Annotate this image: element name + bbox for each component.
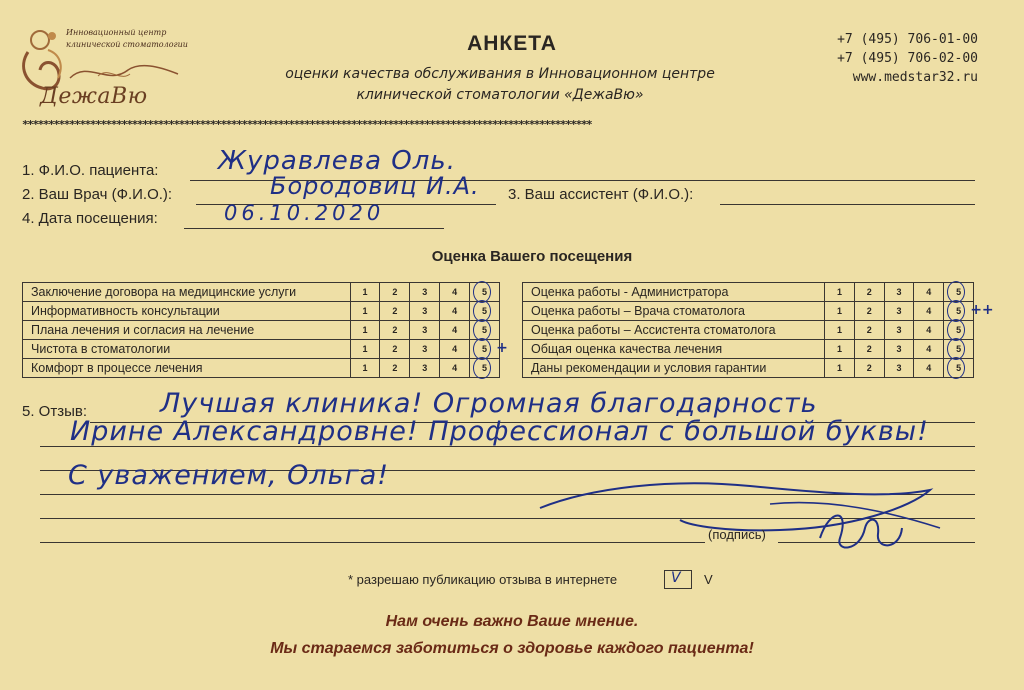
assistant-label: 3. Ваш ассистент (Ф.И.О.): [508, 186, 694, 203]
rating-score-5[interactable]: 5 [944, 283, 974, 302]
rating-score-4[interactable]: 4 [914, 340, 944, 359]
rating-score-2[interactable]: 2 [380, 283, 410, 302]
rating-score-4[interactable]: 4 [914, 321, 944, 340]
rating-score-2[interactable]: 2 [380, 321, 410, 340]
review-line-text-3[interactable]: С уважением, Ольга! [68, 460, 390, 491]
rating-score-5[interactable]: 5 [944, 359, 974, 378]
consent-checkbox[interactable] [664, 570, 692, 589]
rating-extra-mark: ++ [970, 302, 994, 318]
star-divider: ************************************************************************************************************* [22, 118, 592, 131]
rating-score-5[interactable]: 5 + [470, 340, 500, 359]
rating-score-4[interactable]: 4 [440, 359, 470, 378]
rating-score-4[interactable]: 4 [440, 321, 470, 340]
signature-caption: (подпись) [708, 527, 766, 542]
rating-score-2[interactable]: 2 [854, 302, 884, 321]
rating-score-2[interactable]: 2 [854, 283, 884, 302]
logo-brand: ДежаВю [40, 84, 148, 109]
rating-score-4[interactable]: 4 [914, 359, 944, 378]
rating-criterion: Заключение договора на медицинские услуги [23, 283, 351, 302]
logo-org-line2: клинической стоматологии [66, 40, 188, 49]
website: www.medstar32.ru [852, 70, 978, 85]
rating-score-2[interactable]: 2 [380, 340, 410, 359]
rating-score-3[interactable]: 3 [410, 340, 440, 359]
rating-score-2[interactable]: 2 [854, 359, 884, 378]
rating-score-3[interactable]: 3 [884, 302, 914, 321]
form-title: АНКЕТА [467, 32, 557, 55]
rating-score-2[interactable]: 2 [380, 359, 410, 378]
rating-score-5[interactable]: 5 [470, 321, 500, 340]
patient-value[interactable]: Журавлева Оль. [218, 146, 456, 176]
rating-criterion: Общая оценка качества лечения [523, 340, 825, 359]
logo-org-line1: Инновационный центр [66, 28, 167, 37]
rating-score-3[interactable]: 3 [884, 321, 914, 340]
rating-score-1[interactable]: 1 [350, 302, 380, 321]
rating-score-3[interactable]: 3 [410, 302, 440, 321]
rating-score-1[interactable]: 1 [350, 340, 380, 359]
rating-row [23, 359, 500, 378]
rating-row [523, 359, 974, 378]
rating-table-right [522, 282, 994, 378]
rating-score-1[interactable]: 1 [825, 340, 855, 359]
rating-score-4[interactable]: 4 [914, 283, 944, 302]
rating-row [23, 340, 500, 359]
rating-score-5[interactable]: 5 [470, 359, 500, 378]
phone-1: +7 (495) 706-01-00 [837, 32, 978, 47]
rating-row [523, 340, 974, 359]
rating-row [523, 283, 974, 302]
rating-score-3[interactable]: 3 [410, 283, 440, 302]
rating-score-1[interactable]: 1 [350, 321, 380, 340]
rating-row [523, 321, 974, 340]
rating-criterion: Оценка работы – Ассистента стоматолога [523, 321, 825, 340]
rating-score-3[interactable]: 3 [410, 321, 440, 340]
rating-score-4[interactable]: 4 [440, 283, 470, 302]
footer-line1: Нам очень важно Ваше мнение. [385, 613, 639, 630]
date-line [184, 228, 444, 229]
rating-criterion: Оценка работы – Врача стоматолога [523, 302, 825, 321]
checkbox-mark: V [671, 570, 681, 586]
rating-table-left [22, 282, 508, 378]
rating-score-1[interactable]: 1 [825, 283, 855, 302]
subtitle-line1: оценки качества обслуживания в Инновационном центре [285, 66, 715, 82]
consent-handwritten-v: V [704, 572, 713, 587]
rating-criterion: Оценка работы - Администратора [523, 283, 825, 302]
rating-score-3[interactable]: 3 [884, 283, 914, 302]
rating-score-5[interactable]: 5 [470, 283, 500, 302]
review-label: 5. Отзыв: [22, 403, 88, 420]
doctor-value[interactable]: Бородовиц И.А. [270, 172, 480, 200]
patient-label: 1. Ф.И.О. пациента: [22, 162, 159, 179]
rating-criterion: Чистота в стоматологии [23, 340, 351, 359]
rating-score-4[interactable]: 4 [914, 302, 944, 321]
rating-score-2[interactable]: 2 [380, 302, 410, 321]
rating-criterion: Информативность консультации [23, 302, 351, 321]
rating-score-1[interactable]: 1 [825, 302, 855, 321]
consent-text: * разрешаю публикацию отзыва в интернете [348, 572, 618, 587]
assistant-line [720, 204, 975, 205]
review-line-text-1[interactable]: Лучшая клиника! Огромная благодарность [160, 388, 818, 419]
rating-criterion: Комфорт в процессе лечения [23, 359, 351, 378]
rating-row [23, 283, 500, 302]
footer-line2: Мы стараемся заботиться о здоровье каждого пациента! [270, 640, 754, 657]
rating-extra-mark: + [496, 340, 508, 356]
review-line-text-2[interactable]: Ирине Александровне! Профессионал с большой буквы! [70, 416, 929, 447]
rating-score-4[interactable]: 4 [440, 340, 470, 359]
signature-scribble [530, 468, 950, 558]
rating-score-2[interactable]: 2 [854, 321, 884, 340]
date-label: 4. Дата посещения: [22, 210, 158, 227]
rating-score-1[interactable]: 1 [825, 321, 855, 340]
rating-criterion: Даны рекомендации и условия гарантии [523, 359, 825, 378]
rating-row [23, 302, 500, 321]
rating-score-5[interactable]: 5 [944, 321, 974, 340]
rating-row [523, 302, 974, 321]
rating-score-1[interactable]: 1 [350, 359, 380, 378]
rating-score-3[interactable]: 3 [884, 359, 914, 378]
rating-score-3[interactable]: 3 [884, 340, 914, 359]
contacts-block [837, 30, 978, 87]
rating-row [23, 321, 500, 340]
rating-score-1[interactable]: 1 [350, 283, 380, 302]
rating-score-5[interactable]: 5 ++ [944, 302, 974, 321]
rating-section-title: Оценка Вашего посещения [431, 248, 633, 265]
rating-score-3[interactable]: 3 [410, 359, 440, 378]
rating-criterion: Плана лечения и согласия на лечение [23, 321, 351, 340]
rating-score-1[interactable]: 1 [825, 359, 855, 378]
rating-score-4[interactable]: 4 [440, 302, 470, 321]
phone-2: +7 (495) 706-02-00 [837, 51, 978, 66]
subtitle-line2: клинической стоматологии «ДежаВю» [356, 87, 644, 103]
doctor-label: 2. Ваш Врач (Ф.И.О.): [22, 186, 173, 203]
rating-score-5[interactable]: 5 [944, 340, 974, 359]
date-value[interactable]: 06.10.2020 [224, 201, 385, 225]
rating-score-5[interactable]: 5 [470, 302, 500, 321]
rating-score-2[interactable]: 2 [854, 340, 884, 359]
